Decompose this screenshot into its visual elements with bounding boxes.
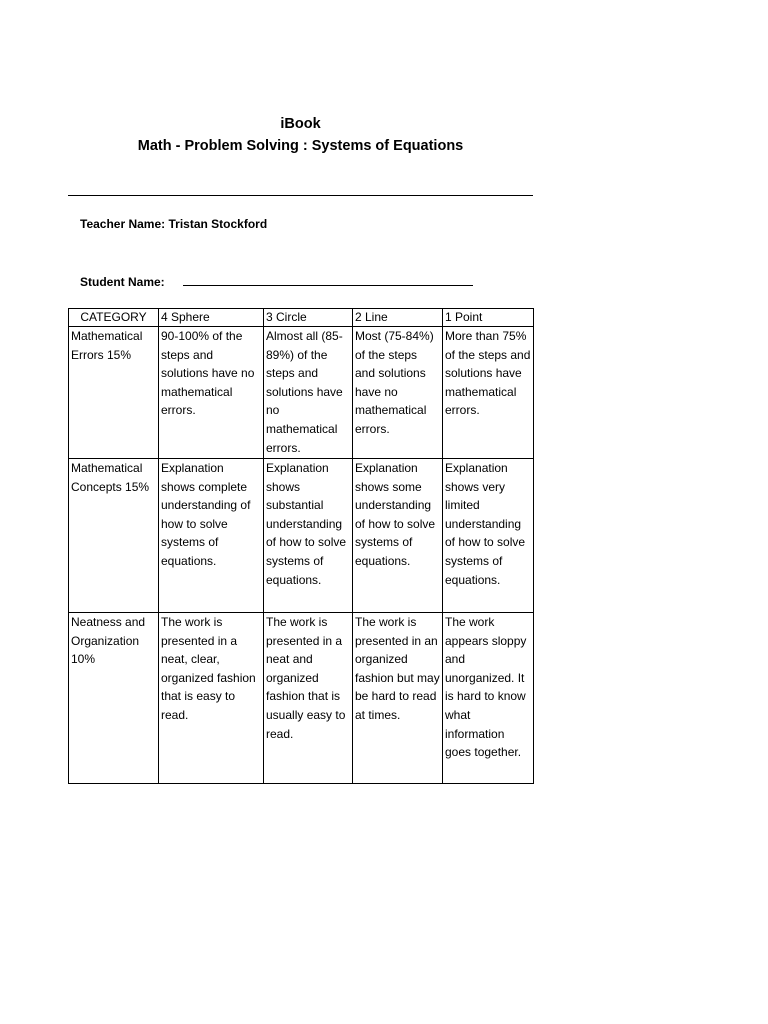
rubric-table [68, 308, 534, 784]
student-name-blank [183, 273, 473, 286]
header-3-circle: 3 Circle [264, 309, 353, 327]
document-subtitle: Math - Problem Solving : Systems of Equations [137, 138, 464, 154]
table-row [69, 327, 534, 459]
table-row [69, 613, 534, 784]
table-row [69, 459, 534, 613]
table-cell: Explanation shows very limited understanding of how to solve systems of equations. [443, 459, 534, 613]
table-cell: Explanation shows substantial understanding of how to solve systems of equations. [264, 459, 353, 613]
row-category: Mathematical Concepts 15% [69, 459, 159, 613]
student-name-label: Student Name: [80, 275, 165, 289]
header-divider [68, 195, 533, 196]
teacher-name: Teacher Name: Tristan Stockford [80, 217, 268, 231]
header-2-line: 2 Line [353, 309, 443, 327]
table-cell: More than 75% of the steps and solutions have mathematical errors. [443, 327, 534, 459]
table-cell: The work is presented in an organized fashion but may be hard to read at times. [353, 613, 443, 784]
table-cell: Explanation shows some understanding of how to solve systems of equations. [353, 459, 443, 613]
student-name-row [80, 273, 473, 289]
table-cell: Most (75-84%) of the steps and solutions have no mathematical errors. [353, 327, 443, 459]
header-4-sphere: 4 Sphere [159, 309, 264, 327]
row-category: Mathematical Errors 15% [69, 327, 159, 459]
table-cell: Explanation shows complete understanding of how to solve systems of equations. [159, 459, 264, 613]
document-title: iBook [280, 116, 321, 132]
table-cell: 90-100% of the steps and solutions have no mathematical errors. [159, 327, 264, 459]
rubric-header-row [69, 309, 534, 327]
header-1-point: 1 Point [443, 309, 534, 327]
header-category: CATEGORY [69, 309, 159, 327]
table-cell: Almost all (85-89%) of the steps and solutions have no mathematical errors. [264, 327, 353, 459]
table-cell: The work is presented in a neat, clear, organized fashion that is easy to read. [159, 613, 264, 784]
table-cell: The work is presented in a neat and organized fashion that is usually easy to read. [264, 613, 353, 784]
table-cell: The work appears sloppy and unorganized. It is hard to know what information goes together. [443, 613, 534, 784]
row-category: Neatness and Organization 10% [69, 613, 159, 784]
